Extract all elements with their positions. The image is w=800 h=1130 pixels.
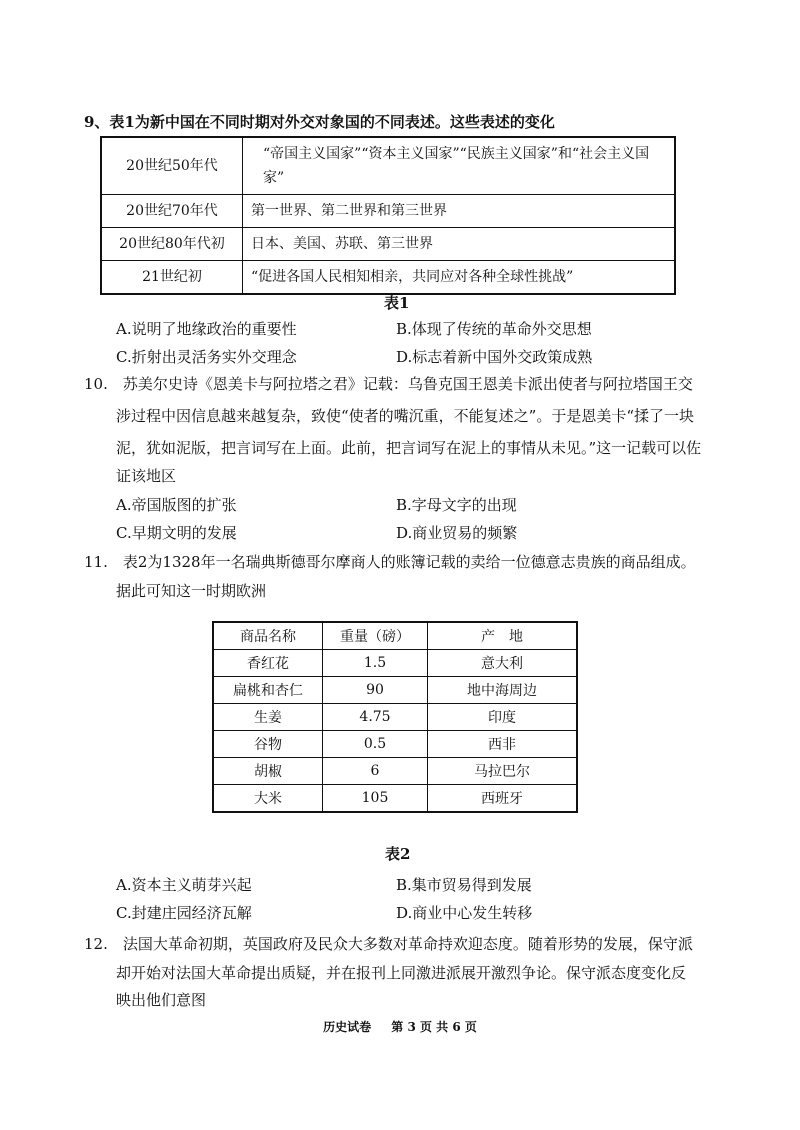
goods-name-cell: 扁桃和杏仁 [213, 677, 323, 704]
description-cell: 日本、美国、苏联、第三世界 [243, 228, 676, 261]
table-row [101, 228, 675, 261]
goods-name-cell: 谷物 [213, 731, 323, 758]
table-row [213, 785, 577, 813]
q11-table [212, 621, 578, 813]
q9-option-b: B.体现了传统的革命外交思想 [396, 320, 592, 338]
q9-option-a: A.说明了地缘政治的重要性 [116, 320, 297, 338]
table-header-row [213, 622, 577, 650]
page-footer [0, 1018, 800, 1035]
q10-line-1: 10. 苏美尔史诗《恩美卡与阿拉塔之君》记载：乌鲁克国王恩美卡派出使者与阿拉塔国王交 [84, 375, 693, 393]
column-header: 商品名称 [213, 622, 323, 650]
q10-option-a: A.帝国版图的扩张 [116, 496, 237, 514]
q9-table [100, 136, 676, 295]
description-cell: 第一世界、第二世界和第三世界 [243, 195, 676, 228]
q10-option-d: D.商业贸易的频繁 [396, 524, 518, 542]
origin-cell: 意大利 [428, 650, 578, 677]
table-row [213, 650, 577, 677]
table-row [213, 758, 577, 785]
footer-subject: 历史试卷 [323, 1020, 372, 1034]
period-cell: 20世纪80年代初 [101, 228, 243, 261]
table2-caption: 表2 [385, 845, 411, 863]
q11-option-b: B.集市贸易得到发展 [396, 876, 532, 894]
origin-cell: 马拉巴尔 [428, 758, 578, 785]
origin-cell: 西班牙 [428, 785, 578, 813]
q9-stem: 9、表1为新中国在不同时期对外交对象国的不同表述。这些表述的变化 [84, 113, 555, 131]
weight-cell: 6 [323, 758, 428, 785]
origin-cell: 地中海周边 [428, 677, 578, 704]
goods-name-cell: 胡椒 [213, 758, 323, 785]
weight-cell: 0.5 [323, 731, 428, 758]
description-cell: “帝国主义国家”“资本主义国家”“民族主义国家”和“社会主义国家” [243, 137, 676, 195]
q11-option-a: A.资本主义萌芽兴起 [116, 876, 252, 894]
q10-option-c: C.早期文明的发展 [116, 524, 237, 542]
q9-option-d: D.标志着新中国外交政策成熟 [396, 348, 593, 366]
weight-cell: 105 [323, 785, 428, 813]
table-row [213, 704, 577, 731]
table-row [101, 195, 675, 228]
q11-option-d: D.商业中心发生转移 [396, 904, 533, 922]
origin-cell: 印度 [428, 704, 578, 731]
period-cell: 20世纪50年代 [101, 137, 243, 195]
table-row [101, 137, 675, 195]
q10-line-4: 证该地区 [116, 467, 177, 485]
description-cell: “促进各国人民相知相亲，共同应对各种全球性挑战” [243, 261, 676, 295]
footer-page-number: 第 3 页 共 6 页 [391, 1020, 477, 1034]
table-row [213, 731, 577, 758]
q10-line-2: 涉过程中因信息越来越复杂，致使“使者的嘴沉重，不能复述之”。于是恩美卡“揉了一块 [116, 407, 695, 425]
origin-cell: 西非 [428, 731, 578, 758]
column-header: 重量（磅） [323, 622, 428, 650]
q12-line-2: 却开始对法国大革命提出质疑，并在报刊上同激进派展开激烈争论。保守派态度变化反 [116, 964, 687, 982]
goods-name-cell: 香红花 [213, 650, 323, 677]
column-header: 产 地 [428, 622, 578, 650]
weight-cell: 90 [323, 677, 428, 704]
weight-cell: 1.5 [323, 650, 428, 677]
q11-option-c: C.封建庄园经济瓦解 [116, 904, 252, 922]
period-cell: 21世纪初 [101, 261, 243, 295]
q11-line-2: 据此可知这一时期欧洲 [116, 582, 267, 600]
q12-line-3: 映出他们意图 [116, 991, 207, 1009]
weight-cell: 4.75 [323, 704, 428, 731]
period-cell: 20世纪70年代 [101, 195, 243, 228]
q9-option-c: C.折射出灵活务实外交理念 [116, 348, 297, 366]
table1-caption: 表1 [384, 294, 410, 312]
q12-line-1: 12. 法国大革命初期，英国政府及民众大多数对革命持欢迎态度。随着形势的发展，保守派 [84, 935, 693, 953]
goods-name-cell: 大米 [213, 785, 323, 813]
table-row [213, 677, 577, 704]
q10-line-3: 泥，犹如泥版，把言词写在上面。此前，把言词写在泥上的事情从未见。”这一记载可以佐 [116, 439, 702, 457]
table-row [101, 261, 675, 295]
q11-line-1: 11. 表2为1328年一名瑞典斯德哥尔摩商人的账簿记载的卖给一位德意志贵族的商品组成。 [84, 553, 696, 571]
goods-name-cell: 生姜 [213, 704, 323, 731]
q10-option-b: B.字母文字的出现 [396, 496, 517, 514]
